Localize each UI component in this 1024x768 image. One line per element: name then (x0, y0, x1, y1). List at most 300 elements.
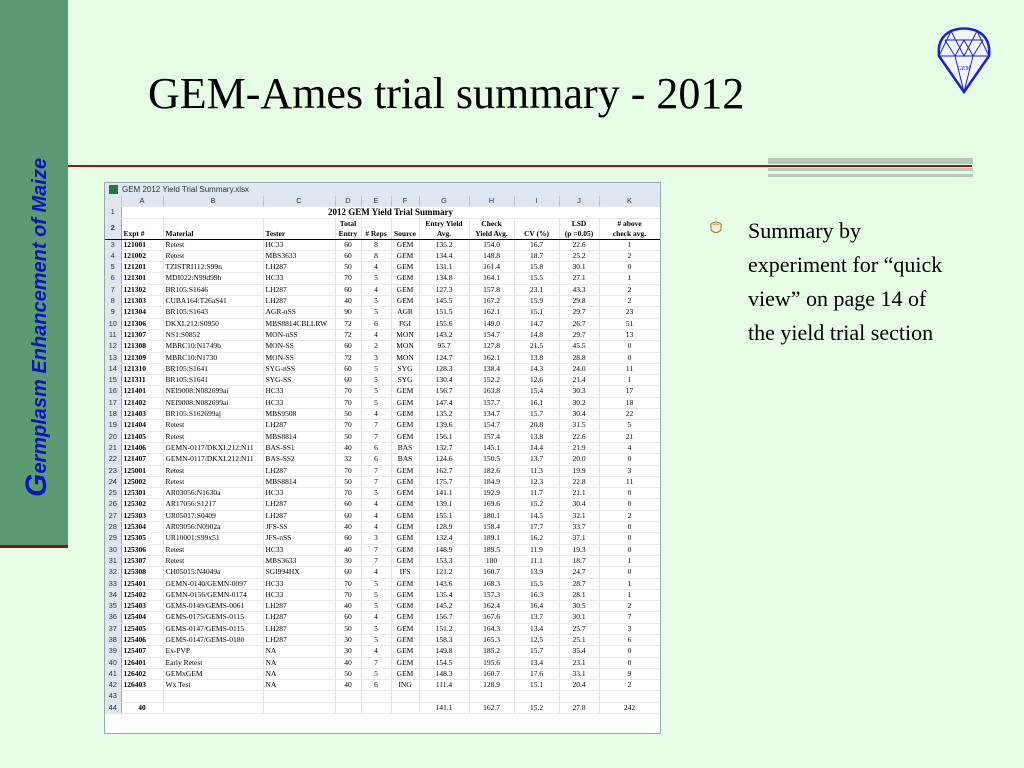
data-cell[interactable]: 1 (599, 273, 660, 284)
data-cell[interactable]: 121405 (121, 431, 163, 442)
data-cell[interactable]: 151.5 (419, 307, 469, 318)
data-cell[interactable]: 16.7 (514, 239, 559, 250)
data-cell[interactable]: 125306 (121, 544, 163, 555)
data-cell[interactable]: Retest (163, 555, 263, 566)
data-cell[interactable]: 163.8 (469, 386, 514, 397)
data-cell[interactable]: 5 (361, 386, 391, 397)
row-number[interactable]: 29 (105, 533, 121, 544)
data-cell[interactable]: 19.3 (559, 544, 599, 555)
data-cell[interactable]: 5 (361, 363, 391, 374)
data-cell[interactable]: 180 (469, 555, 514, 566)
data-cell[interactable]: 17.7 (514, 522, 559, 533)
data-cell[interactable]: IFS (391, 567, 419, 578)
data-cell[interactable]: 13 (599, 329, 660, 340)
data-cell[interactable]: 151.2 (419, 623, 469, 634)
data-cell[interactable]: GEM (391, 386, 419, 397)
row-number[interactable]: 20 (105, 431, 121, 442)
data-cell[interactable]: GEMN-0117/DKXL212:N11 (163, 454, 263, 465)
data-cell[interactable]: MON (391, 329, 419, 340)
header-cell[interactable] (559, 218, 599, 239)
data-cell[interactable]: 11.3 (514, 465, 559, 476)
data-cell[interactable]: HC33 (263, 397, 335, 408)
data-cell[interactable]: 121403 (121, 409, 163, 420)
data-cell[interactable]: 30.4 (559, 499, 599, 510)
empty-cell[interactable] (361, 691, 391, 702)
empty-cell[interactable] (163, 691, 263, 702)
data-cell[interactable]: 4 (361, 284, 391, 295)
data-cell[interactable]: GEM (391, 589, 419, 600)
data-cell[interactable]: 3 (361, 533, 391, 544)
data-cell[interactable]: 157.7 (469, 397, 514, 408)
totals-cell[interactable]: 242 (599, 702, 660, 713)
row-number[interactable]: 40 (105, 657, 121, 668)
header-cell[interactable] (599, 218, 660, 239)
data-cell[interactable]: 15.8 (514, 262, 559, 273)
data-cell[interactable]: 192.9 (469, 488, 514, 499)
data-cell[interactable]: TZISTRI112:S99n (163, 262, 263, 273)
data-cell[interactable]: 147.4 (419, 397, 469, 408)
data-cell[interactable]: 121002 (121, 250, 163, 261)
data-cell[interactable]: 30.4 (559, 409, 599, 420)
data-cell[interactable]: 45.5 (559, 341, 599, 352)
data-cell[interactable]: 30.5 (559, 601, 599, 612)
data-cell[interactable]: 143.6 (419, 578, 469, 589)
data-cell[interactable]: 121001 (121, 239, 163, 250)
data-cell[interactable]: 4 (361, 499, 391, 510)
data-cell[interactable]: BAS-SS2 (263, 454, 335, 465)
data-cell[interactable]: HC33 (263, 589, 335, 600)
row-number[interactable]: 17 (105, 397, 121, 408)
data-cell[interactable]: 5 (361, 375, 391, 386)
data-cell[interactable]: 90 (335, 307, 361, 318)
data-cell[interactable]: BR105:S1646 (163, 284, 263, 295)
data-cell[interactable]: LH287 (263, 296, 335, 307)
data-cell[interactable]: GEM (391, 409, 419, 420)
data-cell[interactable]: 189.5 (469, 544, 514, 555)
row-number[interactable]: 25 (105, 488, 121, 499)
data-cell[interactable]: 40 (335, 296, 361, 307)
data-cell[interactable]: LH287 (263, 601, 335, 612)
data-cell[interactable]: MON (391, 352, 419, 363)
data-cell[interactable]: GEM (391, 522, 419, 533)
data-cell[interactable]: 70 (335, 465, 361, 476)
data-cell[interactable]: 15.7 (514, 646, 559, 657)
data-cell[interactable]: 5 (361, 488, 391, 499)
data-cell[interactable]: Retest (163, 239, 263, 250)
data-cell[interactable]: MBS8814CBLLRW (263, 318, 335, 329)
row-number[interactable]: 35 (105, 601, 121, 612)
data-cell[interactable]: 125301 (121, 488, 163, 499)
data-cell[interactable]: 121.2 (419, 567, 469, 578)
totals-cell[interactable] (163, 702, 263, 713)
data-cell[interactable]: 169.6 (469, 499, 514, 510)
header-cell[interactable] (419, 218, 469, 239)
data-cell[interactable]: GEM (391, 657, 419, 668)
data-cell[interactable]: 0 (599, 488, 660, 499)
row-number[interactable]: 4 (105, 250, 121, 261)
data-cell[interactable]: 121311 (121, 375, 163, 386)
data-cell[interactable]: Retest (163, 465, 263, 476)
data-cell[interactable]: MON-SS (263, 341, 335, 352)
data-cell[interactable]: GEM (391, 499, 419, 510)
data-cell[interactable]: JFS-SS (263, 522, 335, 533)
data-cell[interactable]: 132.7 (419, 442, 469, 453)
data-cell[interactable]: AGR-nSS (263, 307, 335, 318)
data-cell[interactable]: 23 (599, 307, 660, 318)
data-cell[interactable]: Retest (163, 476, 263, 487)
data-cell[interactable]: 5 (361, 634, 391, 645)
data-cell[interactable]: 70 (335, 386, 361, 397)
data-cell[interactable]: 70 (335, 273, 361, 284)
row-number[interactable]: 39 (105, 646, 121, 657)
data-cell[interactable]: 18.7 (514, 250, 559, 261)
data-cell[interactable]: 154.7 (469, 420, 514, 431)
data-cell[interactable]: 8 (361, 239, 391, 250)
data-cell[interactable]: 28.8 (559, 352, 599, 363)
data-cell[interactable]: 40 (335, 680, 361, 691)
data-cell[interactable]: HC33 (263, 273, 335, 284)
data-cell[interactable]: 13.7 (514, 454, 559, 465)
data-cell[interactable]: 30 (335, 555, 361, 566)
data-cell[interactable]: 161.4 (469, 262, 514, 273)
data-cell[interactable]: 125405 (121, 623, 163, 634)
data-cell[interactable]: HC33 (263, 239, 335, 250)
column-header[interactable]: K (599, 196, 660, 207)
data-cell[interactable]: GEM (391, 533, 419, 544)
data-cell[interactable]: JFS-nSS (263, 533, 335, 544)
data-cell[interactable]: UR10001:S99x51 (163, 533, 263, 544)
data-cell[interactable]: 1 (599, 375, 660, 386)
data-cell[interactable]: GEMN-0140/GEMN-0097 (163, 578, 263, 589)
data-cell[interactable]: 7 (599, 612, 660, 623)
data-cell[interactable]: 1 (599, 555, 660, 566)
row-number[interactable]: 7 (105, 284, 121, 295)
data-cell[interactable]: 121302 (121, 284, 163, 295)
data-cell[interactable]: 25.2 (559, 250, 599, 261)
row-number[interactable]: 43 (105, 691, 121, 702)
data-cell[interactable]: MBS9508 (263, 409, 335, 420)
data-cell[interactable]: 167.6 (469, 612, 514, 623)
data-cell[interactable]: 162.4 (469, 601, 514, 612)
data-cell[interactable]: 14.5 (514, 510, 559, 521)
data-cell[interactable]: 180.1 (469, 510, 514, 521)
data-cell[interactable]: 5 (361, 668, 391, 679)
data-cell[interactable]: 121402 (121, 397, 163, 408)
data-cell[interactable]: 30.1 (559, 612, 599, 623)
data-cell[interactable]: LH287 (263, 510, 335, 521)
data-cell[interactable]: 154.5 (419, 657, 469, 668)
data-cell[interactable]: 20.8 (514, 420, 559, 431)
data-cell[interactable]: 32 (335, 454, 361, 465)
data-cell[interactable]: 6 (361, 442, 391, 453)
header-cell[interactable] (361, 218, 391, 239)
data-cell[interactable]: 149.8 (419, 646, 469, 657)
empty-cell[interactable] (391, 691, 419, 702)
column-header[interactable]: F (391, 196, 419, 207)
header-cell[interactable] (263, 218, 335, 239)
row-number[interactable]: 14 (105, 363, 121, 374)
sheet-title[interactable]: 2012 GEM Yield Trial Summary (121, 207, 660, 218)
row-number[interactable]: 23 (105, 465, 121, 476)
data-cell[interactable]: 28.7 (559, 578, 599, 589)
data-cell[interactable]: 125308 (121, 567, 163, 578)
data-cell[interactable]: 37.1 (559, 533, 599, 544)
data-cell[interactable]: NA (263, 657, 335, 668)
data-cell[interactable]: 145.5 (419, 296, 469, 307)
data-cell[interactable]: 11.9 (514, 544, 559, 555)
data-cell[interactable]: 0 (599, 262, 660, 273)
data-cell[interactable]: 158.3 (419, 634, 469, 645)
data-cell[interactable]: 15.9 (514, 296, 559, 307)
data-cell[interactable]: 70 (335, 397, 361, 408)
data-cell[interactable]: 7 (361, 555, 391, 566)
data-cell[interactable]: 145.2 (419, 601, 469, 612)
data-cell[interactable]: 29.8 (559, 296, 599, 307)
data-cell[interactable]: NEI9008:N082699ai (163, 397, 263, 408)
row-number[interactable]: 30 (105, 544, 121, 555)
data-cell[interactable]: 27.1 (559, 273, 599, 284)
data-cell[interactable]: 4 (361, 646, 391, 657)
data-cell[interactable]: 160.7 (469, 668, 514, 679)
data-cell[interactable]: 70 (335, 488, 361, 499)
data-cell[interactable]: 157.3 (469, 589, 514, 600)
data-cell[interactable]: 2 (599, 250, 660, 261)
data-cell[interactable]: LH287 (263, 499, 335, 510)
data-cell[interactable]: 50 (335, 431, 361, 442)
data-cell[interactable]: 15.1 (514, 680, 559, 691)
data-cell[interactable]: 2 (599, 510, 660, 521)
data-cell[interactable]: 125407 (121, 646, 163, 657)
row-number[interactable]: 5 (105, 262, 121, 273)
data-cell[interactable]: 135.2 (419, 409, 469, 420)
data-cell[interactable]: 125402 (121, 589, 163, 600)
data-cell[interactable]: 125305 (121, 533, 163, 544)
data-cell[interactable]: 50 (335, 623, 361, 634)
data-cell[interactable]: 125401 (121, 578, 163, 589)
data-cell[interactable]: 72 (335, 329, 361, 340)
data-cell[interactable]: GEM (391, 612, 419, 623)
data-cell[interactable]: SYG-nSS (263, 363, 335, 374)
data-cell[interactable]: 12.6 (514, 375, 559, 386)
data-cell[interactable]: 121310 (121, 363, 163, 374)
data-cell[interactable]: 1 (599, 578, 660, 589)
data-cell[interactable]: HC33 (263, 578, 335, 589)
data-cell[interactable]: GEM (391, 476, 419, 487)
data-cell[interactable]: 3 (599, 465, 660, 476)
data-cell[interactable]: 5 (599, 420, 660, 431)
data-cell[interactable]: 11 (599, 476, 660, 487)
data-cell[interactable]: 7 (361, 465, 391, 476)
row-number[interactable]: 1 (105, 207, 121, 218)
row-number[interactable]: 11 (105, 329, 121, 340)
data-cell[interactable]: 148.8 (469, 250, 514, 261)
data-cell[interactable]: AR03056:N1630a (163, 488, 263, 499)
data-cell[interactable]: 128.3 (419, 363, 469, 374)
data-cell[interactable]: GEMS-0175/GEMS-0115 (163, 612, 263, 623)
data-cell[interactable]: GEMS-0147/GEMS-0180 (163, 634, 263, 645)
data-cell[interactable]: 0 (599, 522, 660, 533)
header-cell[interactable] (335, 218, 361, 239)
data-cell[interactable]: 162.1 (469, 307, 514, 318)
data-cell[interactable]: 4 (361, 612, 391, 623)
data-cell[interactable]: 125302 (121, 499, 163, 510)
data-cell[interactable]: LH287 (263, 634, 335, 645)
data-cell[interactable]: GEMS-0147/GEMS-0115 (163, 623, 263, 634)
data-cell[interactable]: 156.7 (419, 386, 469, 397)
data-cell[interactable]: 18 (599, 397, 660, 408)
data-cell[interactable]: 5 (361, 273, 391, 284)
data-cell[interactable]: 167.2 (469, 296, 514, 307)
data-cell[interactable]: 70 (335, 578, 361, 589)
data-cell[interactable]: 5 (361, 601, 391, 612)
data-cell[interactable]: 155.6 (419, 318, 469, 329)
data-cell[interactable]: 18.7 (559, 555, 599, 566)
data-cell[interactable]: MBS8814 (263, 431, 335, 442)
data-cell[interactable]: 148.9 (419, 544, 469, 555)
data-cell[interactable]: 13.4 (514, 657, 559, 668)
data-cell[interactable]: 6 (599, 634, 660, 645)
data-cell[interactable]: 50 (335, 409, 361, 420)
data-cell[interactable]: 23.1 (514, 284, 559, 295)
data-cell[interactable]: 72 (335, 352, 361, 363)
data-cell[interactable]: 21 (599, 431, 660, 442)
data-cell[interactable]: 13.8 (514, 431, 559, 442)
totals-cell[interactable] (335, 702, 361, 713)
data-cell[interactable]: 6 (361, 454, 391, 465)
data-cell[interactable]: 5 (361, 589, 391, 600)
row-number[interactable]: 8 (105, 296, 121, 307)
row-number[interactable]: 24 (105, 476, 121, 487)
data-cell[interactable]: 125304 (121, 522, 163, 533)
data-cell[interactable]: 121304 (121, 307, 163, 318)
data-cell[interactable]: 14.8 (514, 329, 559, 340)
data-cell[interactable]: 7 (361, 544, 391, 555)
row-number[interactable]: 16 (105, 386, 121, 397)
data-cell[interactable]: 15.2 (514, 499, 559, 510)
data-cell[interactable]: 13.7 (514, 612, 559, 623)
totals-cell[interactable] (263, 702, 335, 713)
header-cell[interactable] (121, 218, 163, 239)
data-cell[interactable]: 51 (599, 318, 660, 329)
data-cell[interactable]: GEM (391, 284, 419, 295)
data-cell[interactable]: SYG-SS (263, 375, 335, 386)
data-cell[interactable]: NA (263, 646, 335, 657)
totals-cell[interactable]: 162.7 (469, 702, 514, 713)
data-cell[interactable]: 182.6 (469, 465, 514, 476)
data-cell[interactable]: 33.1 (559, 668, 599, 679)
data-cell[interactable]: GEM (391, 431, 419, 442)
data-cell[interactable]: 22.6 (559, 239, 599, 250)
column-header[interactable]: E (361, 196, 391, 207)
data-cell[interactable]: 28.1 (559, 589, 599, 600)
data-cell[interactable]: GEM (391, 262, 419, 273)
data-cell[interactable]: 125307 (121, 555, 163, 566)
data-cell[interactable]: 162.7 (419, 465, 469, 476)
data-cell[interactable]: 125002 (121, 476, 163, 487)
data-cell[interactable]: GEM (391, 668, 419, 679)
data-cell[interactable]: 4 (361, 409, 391, 420)
data-cell[interactable]: 2 (599, 601, 660, 612)
data-cell[interactable]: 0 (599, 341, 660, 352)
data-cell[interactable]: 2 (599, 296, 660, 307)
data-cell[interactable]: 0 (599, 352, 660, 363)
data-cell[interactable]: FGI (391, 318, 419, 329)
data-cell[interactable]: 30 (335, 646, 361, 657)
data-cell[interactable]: GEM (391, 623, 419, 634)
data-cell[interactable]: MON-nSS (263, 329, 335, 340)
data-cell[interactable]: 21.9 (559, 442, 599, 453)
data-cell[interactable]: 164.1 (469, 273, 514, 284)
data-cell[interactable]: BAS (391, 442, 419, 453)
data-cell[interactable]: 1 (599, 589, 660, 600)
data-cell[interactable]: 13.4 (514, 623, 559, 634)
data-cell[interactable]: GEM (391, 250, 419, 261)
data-cell[interactable]: 14.3 (514, 363, 559, 374)
data-cell[interactable]: 11.7 (514, 488, 559, 499)
totals-cell[interactable] (391, 702, 419, 713)
data-cell[interactable]: 4 (361, 329, 391, 340)
data-cell[interactable]: 141.1 (419, 488, 469, 499)
row-number[interactable]: 41 (105, 668, 121, 679)
row-number[interactable]: 9 (105, 307, 121, 318)
header-cell[interactable] (391, 218, 419, 239)
data-cell[interactable]: 153.3 (419, 555, 469, 566)
row-number[interactable]: 12 (105, 341, 121, 352)
data-cell[interactable]: 125303 (121, 510, 163, 521)
data-cell[interactable]: BR105:S162699aj (163, 409, 263, 420)
data-cell[interactable]: 14.4 (514, 442, 559, 453)
data-cell[interactable]: SYG (391, 375, 419, 386)
data-cell[interactable]: 156.7 (419, 612, 469, 623)
data-cell[interactable]: 17.6 (514, 668, 559, 679)
data-cell[interactable]: HC33 (263, 386, 335, 397)
data-cell[interactable]: 175.7 (419, 476, 469, 487)
data-cell[interactable]: 121307 (121, 329, 163, 340)
data-cell[interactable]: 121407 (121, 454, 163, 465)
data-cell[interactable]: 25.1 (559, 634, 599, 645)
data-cell[interactable]: GEMN-0117/DKXL212:N11 (163, 442, 263, 453)
data-cell[interactable]: 19.9 (559, 465, 599, 476)
data-cell[interactable]: 40 (335, 522, 361, 533)
data-cell[interactable]: 60 (335, 363, 361, 374)
data-cell[interactable]: LH287 (263, 612, 335, 623)
data-cell[interactable]: ING (391, 680, 419, 691)
data-cell[interactable]: 30.1 (559, 262, 599, 273)
data-cell[interactable]: 0 (599, 646, 660, 657)
data-cell[interactable]: 60 (335, 375, 361, 386)
column-header[interactable]: B (163, 196, 263, 207)
data-cell[interactable]: 16.4 (514, 601, 559, 612)
column-header[interactable]: G (419, 196, 469, 207)
data-cell[interactable]: 16.1 (514, 397, 559, 408)
data-cell[interactable]: 9 (599, 668, 660, 679)
data-cell[interactable]: 160.7 (469, 567, 514, 578)
data-cell[interactable]: 72 (335, 318, 361, 329)
empty-cell[interactable] (335, 691, 361, 702)
data-cell[interactable]: 17 (599, 386, 660, 397)
data-cell[interactable]: 157.8 (469, 284, 514, 295)
empty-cell[interactable] (263, 691, 335, 702)
data-cell[interactable]: AR03056:N0902a (163, 522, 263, 533)
data-cell[interactable]: GEM (391, 634, 419, 645)
data-cell[interactable]: 126402 (121, 668, 163, 679)
data-cell[interactable]: 7 (361, 420, 391, 431)
row-number[interactable]: 19 (105, 420, 121, 431)
data-cell[interactable]: 14.7 (514, 318, 559, 329)
data-cell[interactable]: 7 (361, 657, 391, 668)
data-cell[interactable]: 16.3 (514, 589, 559, 600)
row-number[interactable]: 18 (105, 409, 121, 420)
